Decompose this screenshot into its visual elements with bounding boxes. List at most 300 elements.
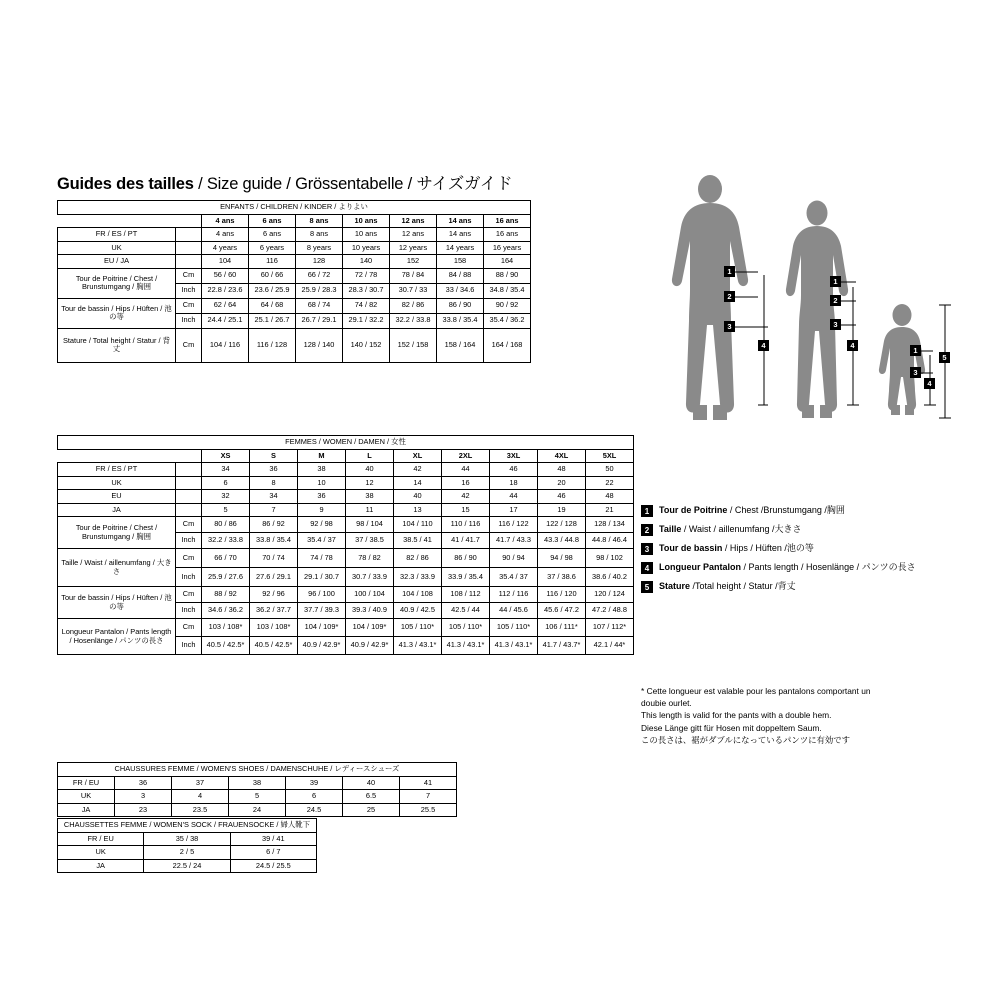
cell-value: 47.2 / 48.8 [586, 603, 634, 619]
cell-value: 44.8 / 46.4 [586, 533, 634, 549]
cell-value: 107 / 112* [586, 619, 634, 637]
cell-value: 20 [538, 476, 586, 490]
cell-value: 78 / 84 [390, 268, 437, 283]
cell-value: 152 [390, 255, 437, 269]
cell-value: 86 / 90 [437, 298, 484, 313]
figure-marker-stature: 5 [939, 352, 950, 363]
column-header: XL [394, 449, 442, 463]
cell-value: 26.7 / 29.1 [296, 313, 343, 328]
table-row [58, 476, 634, 490]
cell-value: 37.7 / 39.3 [298, 603, 346, 619]
cell-value: 29.1 / 32.2 [343, 313, 390, 328]
cell-value: 21 [586, 503, 634, 517]
cell-value: 86 / 92 [250, 517, 298, 533]
cell-value: 17 [490, 503, 538, 517]
column-header-row [58, 214, 531, 228]
cell-value: 82 / 86 [394, 549, 442, 568]
table-header-label: CHAUSSETTES FEMME / WOMEN'S SOCK / FRAUENSOCKE / 婦人靴下 [58, 819, 317, 833]
cell-value: 66 / 70 [202, 549, 250, 568]
figure-marker-chest-male: 1 [724, 266, 735, 277]
cell-value: 84 / 88 [437, 268, 484, 283]
row-label: Tour de Poitrine / Chest / Brunstumgang / 胸囲 [58, 268, 176, 298]
female-silhouette [786, 201, 848, 419]
cell-value: 60 / 66 [249, 268, 296, 283]
cell-value: 41 / 41.7 [442, 533, 490, 549]
cell-value: 45.6 / 47.2 [538, 603, 586, 619]
cell-value: 14 [394, 476, 442, 490]
legend-item [641, 581, 981, 593]
column-header: 4 ans [202, 214, 249, 228]
legend-number: 3 [641, 543, 653, 555]
cell-value: 39 [286, 776, 343, 790]
cell-value: 164 / 168 [484, 328, 531, 362]
cell-value: 30.7 / 33.9 [346, 568, 394, 587]
cell-value: 106 / 111* [538, 619, 586, 637]
cell-value: 96 / 100 [298, 587, 346, 603]
table-row [58, 832, 317, 846]
cell-value: 36 [298, 490, 346, 504]
cell-value: 46 [538, 490, 586, 504]
table-row [58, 463, 634, 477]
row-label: FR / EU [58, 832, 144, 846]
row-label: UK [58, 790, 115, 804]
cell-value: 140 [343, 255, 390, 269]
cell-value: 88 / 90 [484, 268, 531, 283]
legend-text: Taille / Waist / aillenumfang /大きさ [659, 524, 802, 534]
cell-value: 38 [346, 490, 394, 504]
cell-value: 104 / 108 [394, 587, 442, 603]
cell-value: 35.4 / 37 [490, 568, 538, 587]
cell-value: 41.7 / 43.3 [490, 533, 538, 549]
cell-value: 98 / 102 [586, 549, 634, 568]
cell-value: 34 [202, 463, 250, 477]
table-row [58, 859, 317, 873]
cell-value: 10 years [343, 241, 390, 255]
cell-value: 90 / 92 [484, 298, 531, 313]
table-header-row [58, 819, 317, 833]
cell-value: 40 [343, 776, 400, 790]
table-header-label: CHAUSSURES FEMME / WOMEN'S SHOES / DAMENSCHUHE / レディースシューズ [58, 763, 457, 777]
legend-text: Longueur Pantalon / Pants length / Hosenlänge / パンツの長さ [659, 562, 916, 572]
cell-value: 72 / 78 [343, 268, 390, 283]
cell-value: 41.3 / 43.1* [394, 637, 442, 655]
cell-value: 128 / 140 [296, 328, 343, 362]
cell-value: 13 [394, 503, 442, 517]
table-row [58, 549, 634, 568]
cell-value: 39.3 / 40.9 [346, 603, 394, 619]
cell-value: 105 / 110* [394, 619, 442, 637]
column-header: 6 ans [249, 214, 296, 228]
women-socks-table [57, 818, 317, 873]
cell-value: 32.2 / 33.8 [390, 313, 437, 328]
cell-value: 42.5 / 44 [442, 603, 490, 619]
cell-value: 28.3 / 30.7 [343, 283, 390, 298]
cell-value: 22.5 / 24 [144, 859, 230, 873]
row-label: Tour de bassin / Hips / Hüften / 池の等 [58, 298, 176, 328]
cell-value: 158 / 164 [437, 328, 484, 362]
cell-value: 104 / 110 [394, 517, 442, 533]
column-header: 8 ans [296, 214, 343, 228]
cell-value: 104 / 109* [346, 619, 394, 637]
cell-value: 34.8 / 35.4 [484, 283, 531, 298]
body-measurement-figures [650, 175, 980, 495]
cell-value: 104 [202, 255, 249, 269]
cell-value: 4 ans [202, 228, 249, 242]
row-label: JA [58, 803, 115, 817]
row-unit: Cm [176, 587, 202, 603]
cell-value: 23.6 / 25.9 [249, 283, 296, 298]
cell-value: 90 / 94 [490, 549, 538, 568]
legend-item [641, 543, 981, 555]
cell-value: 42 [394, 463, 442, 477]
cell-value: 7 [400, 790, 457, 804]
cell-value: 38 [229, 776, 286, 790]
cell-value: 92 / 98 [298, 517, 346, 533]
legend-number: 4 [641, 562, 653, 574]
page-title-rest: / Size guide / Grössentabelle / サイズガイド [193, 175, 513, 193]
cell-value: 14 years [437, 241, 484, 255]
cell-value: 10 [298, 476, 346, 490]
cell-value: 105 / 110* [490, 619, 538, 637]
page-title-bold: Guides des tailles [57, 175, 194, 193]
table-row [58, 619, 634, 637]
cell-value: 36 [250, 463, 298, 477]
cell-value: 74 / 78 [298, 549, 346, 568]
cell-value: 66 / 72 [296, 268, 343, 283]
cell-value: 152 / 158 [390, 328, 437, 362]
cell-value: 6 / 7 [230, 846, 316, 860]
column-header: 16 ans [484, 214, 531, 228]
row-unit [176, 228, 202, 242]
cell-value: 98 / 104 [346, 517, 394, 533]
cell-value: 23.5 [172, 803, 229, 817]
footnote-line-1: * Cette longueur est valable pour les pantalons comportant un [641, 686, 871, 696]
cell-value: 25 [343, 803, 400, 817]
legend-number: 2 [641, 524, 653, 536]
cell-value: 11 [346, 503, 394, 517]
table-row [58, 790, 457, 804]
cell-value: 74 / 82 [343, 298, 390, 313]
cell-value: 56 / 60 [202, 268, 249, 283]
cell-value: 4 years [202, 241, 249, 255]
table-row [58, 268, 531, 283]
cell-value: 35.4 / 37 [298, 533, 346, 549]
cell-value: 46 [490, 463, 538, 477]
cell-value: 33.8 / 35.4 [250, 533, 298, 549]
cell-value: 19 [538, 503, 586, 517]
cell-value: 100 / 104 [346, 587, 394, 603]
row-unit: Cm [176, 268, 202, 283]
cell-value: 116 / 128 [249, 328, 296, 362]
cell-value: 103 / 108* [202, 619, 250, 637]
cell-value: 110 / 116 [442, 517, 490, 533]
child-silhouette [879, 304, 925, 415]
legend-item [641, 505, 981, 517]
figure-marker-chest-child: 1 [910, 345, 921, 356]
cell-value: 24.4 / 25.1 [202, 313, 249, 328]
cell-value: 48 [586, 490, 634, 504]
cell-value: 40.9 / 42.9* [298, 637, 346, 655]
cell-value: 36.2 / 37.7 [250, 603, 298, 619]
cell-value: 34.6 / 36.2 [202, 603, 250, 619]
cell-value: 8 years [296, 241, 343, 255]
cell-value: 122 / 128 [538, 517, 586, 533]
row-unit: Cm [176, 517, 202, 533]
figure-marker-waist-female: 2 [830, 295, 841, 306]
cell-value: 24 [229, 803, 286, 817]
footnote-line-2: doubie ourlet. [641, 698, 692, 709]
cell-value: 40 [394, 490, 442, 504]
row-unit: Cm [176, 619, 202, 637]
row-label: FR / ES / PT [58, 463, 176, 477]
cell-value: 40.5 / 42.5* [250, 637, 298, 655]
cell-value: 44 [442, 463, 490, 477]
row-unit: Cm [176, 298, 202, 313]
legend-number: 5 [641, 581, 653, 593]
cell-value: 2 / 5 [144, 846, 230, 860]
cell-value: 18 [490, 476, 538, 490]
column-header: 2XL [442, 449, 490, 463]
cell-value: 78 / 82 [346, 549, 394, 568]
row-unit: Inch [176, 603, 202, 619]
column-header: 10 ans [343, 214, 390, 228]
row-label: Tour de bassin / Hips / Hüften / 池の等 [58, 587, 176, 619]
table-row [58, 846, 317, 860]
cell-value: 41 [400, 776, 457, 790]
women-size-table [57, 435, 634, 655]
cell-value: 44 [490, 490, 538, 504]
cell-value: 30.7 / 33 [390, 283, 437, 298]
cell-value: 116 / 122 [490, 517, 538, 533]
table-row [58, 503, 634, 517]
row-unit: Inch [176, 313, 202, 328]
row-label: Stature / Total height / Statur / 背丈 [58, 328, 176, 362]
cell-value: 32.2 / 33.8 [202, 533, 250, 549]
cell-value: 62 / 64 [202, 298, 249, 313]
legend-text: Tour de bassin / Hips / Hüften /池の等 [659, 543, 814, 553]
cell-value: 15 [442, 503, 490, 517]
row-label: UK [58, 846, 144, 860]
cell-value: 29.1 / 30.7 [298, 568, 346, 587]
cell-value: 8 ans [296, 228, 343, 242]
table-row [58, 255, 531, 269]
cell-value: 50 [586, 463, 634, 477]
cell-value: 6 [286, 790, 343, 804]
column-header-row [58, 449, 634, 463]
cell-value: 42.1 / 44* [586, 637, 634, 655]
cell-value: 88 / 92 [202, 587, 250, 603]
column-header: 12 ans [390, 214, 437, 228]
cell-value: 35 / 38 [144, 832, 230, 846]
cell-value: 128 [296, 255, 343, 269]
row-label: FR / ES / PT [58, 228, 176, 242]
table-header-row [58, 763, 457, 777]
cell-value: 14 ans [437, 228, 484, 242]
cell-value: 33 / 34.6 [437, 283, 484, 298]
legend-text: Tour de Poitrine / Chest /Brunstumgang /胸囲 [659, 505, 845, 515]
cell-value: 9 [298, 503, 346, 517]
cell-value: 44 / 45.6 [490, 603, 538, 619]
row-unit: Inch [176, 568, 202, 587]
cell-value: 38.5 / 41 [394, 533, 442, 549]
row-unit: Cm [176, 328, 202, 362]
cell-value: 24.5 [286, 803, 343, 817]
row-unit [176, 463, 202, 477]
row-label: UK [58, 476, 176, 490]
table-row [58, 328, 531, 362]
cell-value: 41.3 / 43.1* [490, 637, 538, 655]
women-shoes-table [57, 762, 457, 817]
cell-value: 23 [115, 803, 172, 817]
cell-value: 41.3 / 43.1* [442, 637, 490, 655]
table-row [58, 587, 634, 603]
cell-value: 5 [229, 790, 286, 804]
cell-value: 5 [202, 503, 250, 517]
cell-value: 42 [442, 490, 490, 504]
cell-value: 36 [115, 776, 172, 790]
cell-value: 12 ans [390, 228, 437, 242]
cell-value: 94 / 98 [538, 549, 586, 568]
cell-value: 116 / 120 [538, 587, 586, 603]
cell-value: 3 [115, 790, 172, 804]
table-row [58, 803, 457, 817]
row-unit [176, 490, 202, 504]
table-row [58, 241, 531, 255]
row-label: FR / EU [58, 776, 115, 790]
cell-value: 116 [249, 255, 296, 269]
row-unit: Inch [176, 637, 202, 655]
cell-value: 64 / 68 [249, 298, 296, 313]
row-label: JA [58, 503, 176, 517]
silhouettes-svg [650, 175, 980, 495]
figure-marker-pants-child: 4 [924, 378, 935, 389]
cell-value: 40 [346, 463, 394, 477]
cell-value: 70 / 74 [250, 549, 298, 568]
cell-value: 120 / 124 [586, 587, 634, 603]
row-label: Longueur Pantalon / Pants length / Hosenlänge / パンツの長さ [58, 619, 176, 655]
cell-value: 24.5 / 25.5 [230, 859, 316, 873]
row-unit: Inch [176, 533, 202, 549]
cell-value: 6 ans [249, 228, 296, 242]
table-row [58, 298, 531, 313]
cell-value: 32 [202, 490, 250, 504]
column-header: S [250, 449, 298, 463]
legend-number: 1 [641, 505, 653, 517]
figure-marker-pants-male: 4 [758, 340, 769, 351]
cell-value: 105 / 110* [442, 619, 490, 637]
column-header: M [298, 449, 346, 463]
table-header-row [58, 201, 531, 215]
footnote-line-5: この長さは、裾がダブルになっているパンツに有効です [641, 734, 851, 745]
table-header-label: FEMMES / WOMEN / DAMEN / 女性 [58, 436, 634, 450]
cell-value: 33.8 / 35.4 [437, 313, 484, 328]
cell-value: 22 [586, 476, 634, 490]
row-label: EU / JA [58, 255, 176, 269]
cell-value: 41.7 / 43.7* [538, 637, 586, 655]
cell-value: 25.5 [400, 803, 457, 817]
cell-value: 16 [442, 476, 490, 490]
cell-value: 43.3 / 44.8 [538, 533, 586, 549]
cell-value: 103 / 108* [250, 619, 298, 637]
footnote [641, 685, 991, 746]
cell-value: 35.4 / 36.2 [484, 313, 531, 328]
row-unit: Inch [176, 283, 202, 298]
cell-value: 158 [437, 255, 484, 269]
cell-value: 48 [538, 463, 586, 477]
cell-value: 40.9 / 42.9* [346, 637, 394, 655]
row-unit: Cm [176, 549, 202, 568]
row-label: Tour de Poitrine / Chest / Brunstumgang / 胸囲 [58, 517, 176, 549]
cell-value: 112 / 116 [490, 587, 538, 603]
table-row [58, 776, 457, 790]
cell-value: 128 / 134 [586, 517, 634, 533]
column-header: 4XL [538, 449, 586, 463]
row-unit [176, 476, 202, 490]
cell-value: 40.9 / 42.5 [394, 603, 442, 619]
cell-value: 164 [484, 255, 531, 269]
column-header: 14 ans [437, 214, 484, 228]
legend-item [641, 524, 981, 536]
cell-value: 104 / 109* [298, 619, 346, 637]
cell-value: 140 / 152 [343, 328, 390, 362]
cell-value: 12 [346, 476, 394, 490]
page-title [57, 170, 512, 194]
cell-value: 86 / 90 [442, 549, 490, 568]
column-header: XS [202, 449, 250, 463]
cell-value: 38.6 / 40.2 [586, 568, 634, 587]
cell-value: 16 ans [484, 228, 531, 242]
cell-value: 6 years [249, 241, 296, 255]
cell-value: 12 years [390, 241, 437, 255]
cell-value: 7 [250, 503, 298, 517]
cell-value: 6.5 [343, 790, 400, 804]
table-row [58, 490, 634, 504]
cell-value: 22.8 / 23.6 [202, 283, 249, 298]
figure-marker-hips-child: 3 [910, 367, 921, 378]
column-header: 5XL [586, 449, 634, 463]
cell-value: 16 years [484, 241, 531, 255]
figure-marker-hips-male: 3 [724, 321, 735, 332]
row-label: JA [58, 859, 144, 873]
cell-value: 25.9 / 27.6 [202, 568, 250, 587]
row-unit [176, 241, 202, 255]
cell-value: 104 / 116 [202, 328, 249, 362]
row-label: Taille / Waist / aillenumfang / 大きさ [58, 549, 176, 587]
cell-value: 80 / 86 [202, 517, 250, 533]
legend-text: Stature /Total height / Statur /背丈 [659, 581, 796, 591]
children-size-table [57, 200, 531, 363]
cell-value: 34 [250, 490, 298, 504]
cell-value: 37 / 38.5 [346, 533, 394, 549]
table-row [58, 517, 634, 533]
cell-value: 37 [172, 776, 229, 790]
cell-value: 40.5 / 42.5* [202, 637, 250, 655]
cell-value: 39 / 41 [230, 832, 316, 846]
cell-value: 27.6 / 29.1 [250, 568, 298, 587]
row-label: EU [58, 490, 176, 504]
column-header: L [346, 449, 394, 463]
column-header: 3XL [490, 449, 538, 463]
cell-value: 8 [250, 476, 298, 490]
cell-value: 4 [172, 790, 229, 804]
cell-value: 32.3 / 33.9 [394, 568, 442, 587]
row-label: UK [58, 241, 176, 255]
cell-value: 25.1 / 26.7 [249, 313, 296, 328]
cell-value: 68 / 74 [296, 298, 343, 313]
cell-value: 37 / 38.6 [538, 568, 586, 587]
cell-value: 25.9 / 28.3 [296, 283, 343, 298]
cell-value: 108 / 112 [442, 587, 490, 603]
